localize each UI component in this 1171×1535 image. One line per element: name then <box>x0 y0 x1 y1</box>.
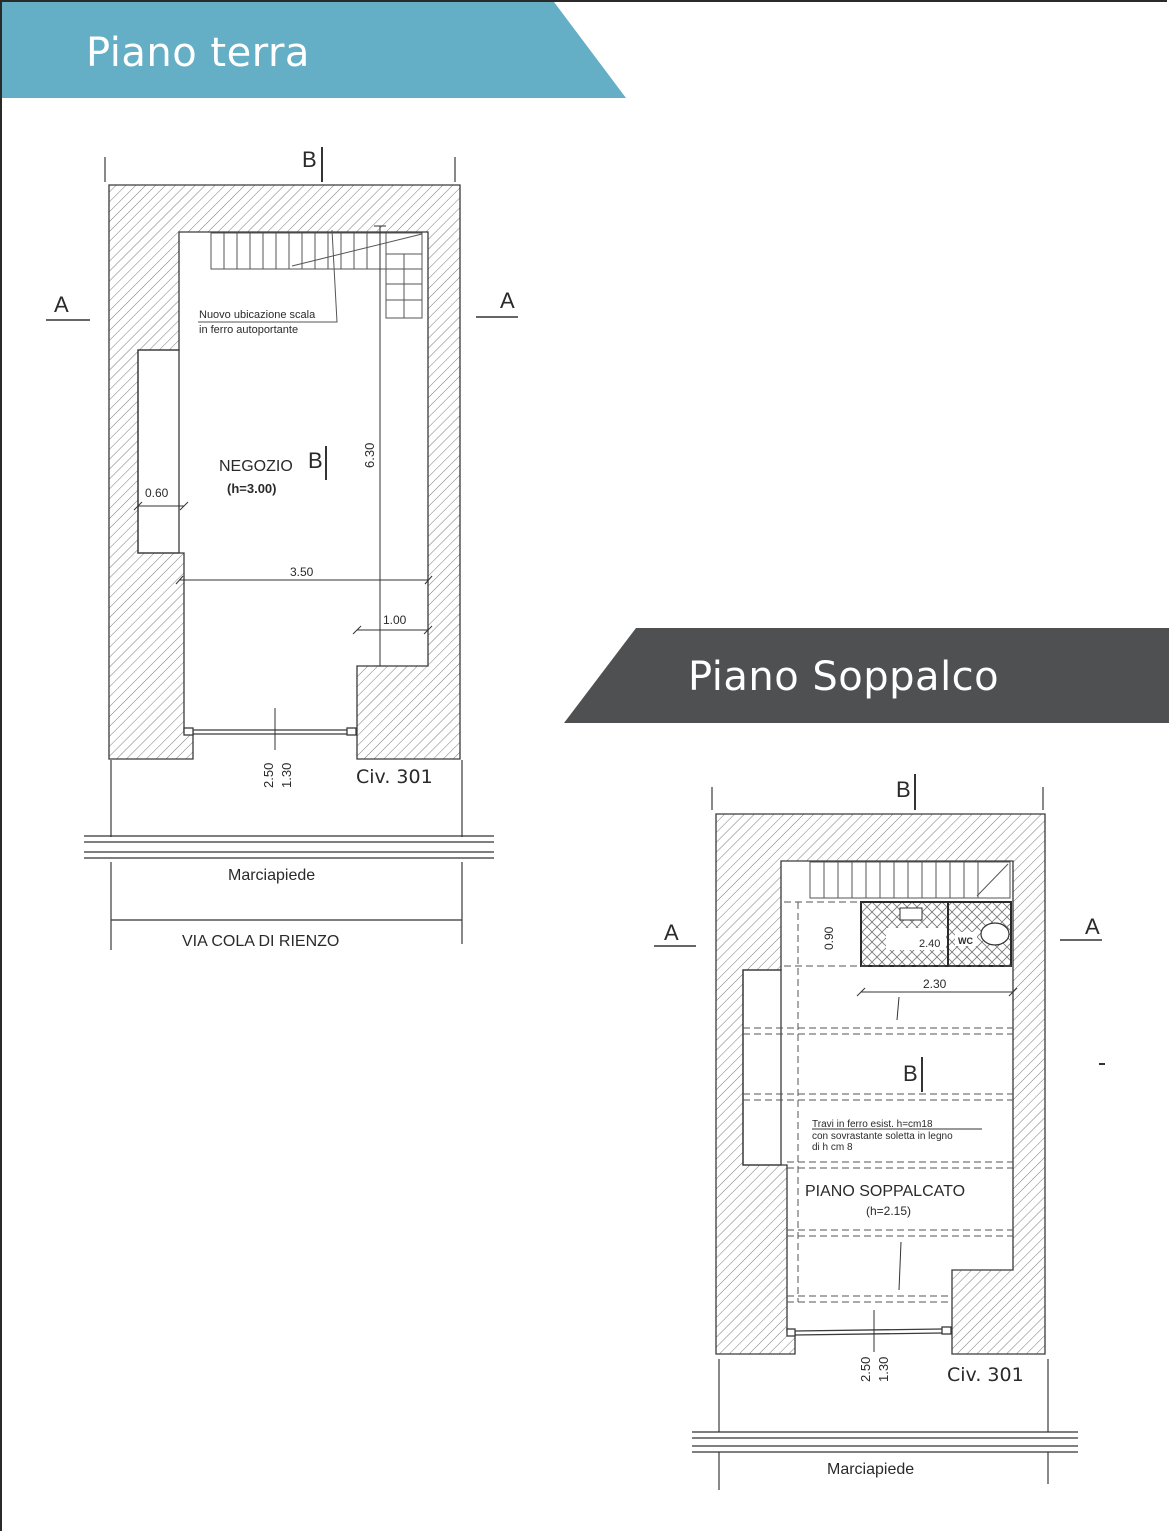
svg-text:A: A <box>500 288 515 313</box>
ground-floor-title: Piano terra <box>86 30 310 76</box>
stair-note-line2: in ferro autoportante <box>199 324 299 336</box>
mezz-dim-width: 2.30 <box>923 977 947 991</box>
negozio-height: (h=3.00) <box>227 481 277 496</box>
negozio-label: NEGOZIO <box>219 458 293 475</box>
ground-door <box>184 728 356 735</box>
dim-width: 3.50 <box>290 565 314 579</box>
mezzanine-plan <box>632 762 1132 1492</box>
mezz-dim-door-height: 2.50 <box>858 1356 873 1382</box>
svg-text:A: A <box>664 920 679 945</box>
dim-depth: 6.30 <box>362 442 377 468</box>
svg-text:B: B <box>308 448 323 473</box>
dim-bath-depth: 0.90 <box>822 926 836 950</box>
svg-text:A: A <box>54 292 69 317</box>
civic-number: Civ. 301 <box>356 766 433 788</box>
dim-pillar: 1.00 <box>383 613 407 627</box>
mezz-bathroom <box>861 902 1011 966</box>
beam-note-line1: Travi in ferro esist. h=cm18 <box>812 1119 933 1130</box>
ground-floor-plan <box>2 122 562 962</box>
dim-niche: 0.60 <box>145 486 169 500</box>
stair-note-line1: Nuovo ubicazione scala <box>199 309 316 321</box>
street-label: VIA COLA DI RIENZO <box>182 933 340 950</box>
svg-text:B: B <box>896 777 911 802</box>
beam-note-line3: di h cm 8 <box>812 1142 853 1153</box>
bath-height: 2.40 <box>919 938 941 950</box>
sidewalk-label: Marciapiede <box>228 867 316 884</box>
mezz-sidewalk-lines <box>692 1432 1078 1452</box>
ground-niche <box>138 350 179 553</box>
mezz-sidewalk-label: Marciapiede <box>827 1461 915 1478</box>
ground-stairs <box>211 233 422 318</box>
mezz-stairs <box>810 862 1010 898</box>
mezz-room-label: PIANO SOPPALCATO <box>805 1183 966 1200</box>
beam-note-line2: con sovrastante soletta in legno <box>812 1131 953 1142</box>
mezz-door <box>787 1327 951 1336</box>
mezz-civic-number: Civ. 301 <box>947 1364 1024 1386</box>
wc-label: WC <box>958 936 973 946</box>
svg-text:B: B <box>302 147 317 172</box>
dim-door-height: 2.50 <box>261 762 276 788</box>
svg-text:A: A <box>1085 914 1100 939</box>
mezz-room-height: (h=2.15) <box>866 1204 912 1218</box>
svg-text:B: B <box>903 1061 918 1086</box>
mezzanine-title: Piano Soppalco <box>688 654 1000 700</box>
dim-door-width: 1.30 <box>279 762 294 788</box>
mezz-dim-door-width: 1.30 <box>876 1356 891 1382</box>
